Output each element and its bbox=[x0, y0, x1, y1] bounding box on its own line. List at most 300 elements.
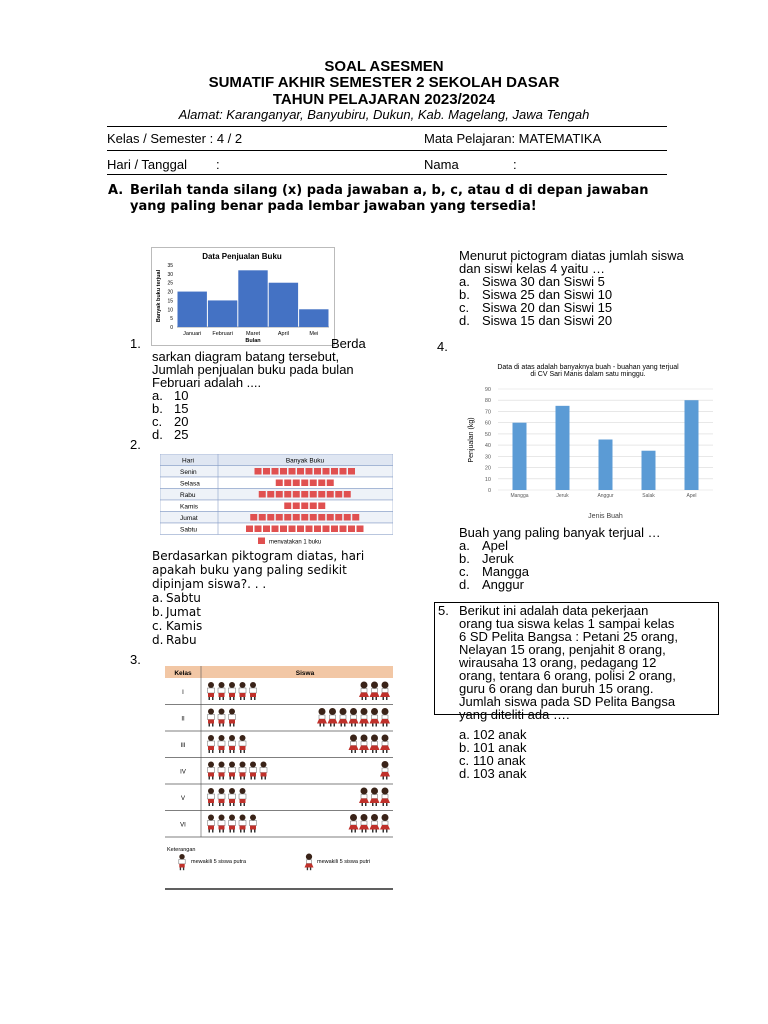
girl-icon bbox=[361, 788, 368, 795]
boy-icon-leg bbox=[219, 830, 221, 833]
book-icon bbox=[301, 514, 308, 521]
header-day: Hari bbox=[182, 457, 194, 465]
bar bbox=[299, 309, 328, 327]
boy-icon-leg bbox=[230, 697, 232, 700]
boy-icon-leg bbox=[223, 724, 225, 727]
boy-icon-shorts bbox=[250, 693, 256, 697]
boy-icon bbox=[229, 682, 235, 688]
option-letter: c. bbox=[459, 753, 470, 768]
title-line-1: SOAL ASESMEN bbox=[324, 58, 444, 75]
boy-icon-shirt bbox=[208, 688, 215, 693]
book-icon bbox=[340, 468, 347, 475]
boy-icon bbox=[229, 735, 235, 741]
boy-icon-shorts bbox=[229, 799, 235, 803]
girl-icon-skirt bbox=[370, 693, 380, 698]
girl-icon-leg bbox=[372, 724, 374, 727]
legend-girl-text: mewakili 5 siswa putri bbox=[317, 859, 371, 865]
girl-icon-leg bbox=[362, 724, 364, 727]
boy-icon-shirt bbox=[208, 794, 215, 799]
boy-icon-leg bbox=[219, 697, 221, 700]
option-letter: b. bbox=[459, 551, 470, 566]
option-text: 25 bbox=[174, 427, 189, 442]
name-colon: : bbox=[513, 157, 517, 172]
question-3 bbox=[459, 249, 689, 327]
bar bbox=[685, 400, 699, 490]
day-label: Sabtu bbox=[180, 526, 197, 534]
option-text: 103 anak bbox=[473, 766, 527, 781]
girl-icon-skirt bbox=[370, 825, 380, 830]
address: Alamat: Karanganyar, Banyubiru, Dukun, Kab. Magelang, Jawa Tengah bbox=[178, 107, 590, 122]
girl-icon bbox=[361, 682, 368, 689]
book-icon bbox=[327, 491, 334, 498]
option-c[interactable] bbox=[152, 619, 367, 633]
girl-icon-skirt bbox=[349, 746, 359, 751]
girl-icon-leg bbox=[362, 830, 364, 833]
girl-icon bbox=[382, 708, 389, 715]
option-d[interactable] bbox=[459, 767, 659, 780]
boy-icon bbox=[208, 735, 214, 741]
class-semester: Kelas / Semester : 4 / 2 bbox=[107, 131, 243, 146]
boy-icon-shirt bbox=[218, 741, 225, 746]
boy-icon-shorts bbox=[261, 773, 267, 777]
boy-icon-leg bbox=[209, 724, 211, 727]
boy-icon-leg bbox=[209, 750, 211, 753]
boy-icon-leg bbox=[233, 724, 235, 727]
boy-icon-shirt bbox=[208, 768, 215, 773]
girl-icon-leg bbox=[372, 697, 374, 700]
boy-icon bbox=[240, 682, 246, 688]
girl-icon-skirt bbox=[359, 719, 369, 724]
book-icon bbox=[272, 526, 279, 533]
girl-icon bbox=[350, 708, 357, 715]
book-icon bbox=[323, 468, 330, 475]
book-icon bbox=[284, 491, 291, 498]
option-d[interactable] bbox=[152, 633, 367, 647]
header-students: Siswa bbox=[295, 670, 315, 677]
y-tick-label: 80 bbox=[484, 398, 491, 405]
boy-icon-leg bbox=[233, 830, 235, 833]
x-tick-label: Apel bbox=[686, 493, 697, 499]
boy-icon-shirt bbox=[239, 688, 246, 693]
option-d[interactable] bbox=[459, 314, 689, 327]
book-icon bbox=[318, 480, 325, 487]
option-letter: d. bbox=[459, 766, 470, 781]
book-icon bbox=[276, 480, 283, 487]
girl-icon-skirt bbox=[380, 799, 390, 804]
boy-icon-leg bbox=[240, 777, 242, 780]
option-letter: d. bbox=[152, 633, 164, 647]
header-class: Kelas bbox=[174, 670, 192, 677]
class-label: II bbox=[181, 716, 185, 723]
option-letter: d. bbox=[459, 577, 470, 592]
question-5-options-wrap bbox=[459, 728, 659, 780]
option-text: 110 anak bbox=[473, 753, 526, 768]
y-tick-label: 90 bbox=[484, 387, 491, 393]
y-tick-label: 70 bbox=[484, 409, 491, 416]
boy-icon bbox=[229, 788, 235, 794]
boy-icon-leg bbox=[244, 697, 246, 700]
x-tick-label: Mei bbox=[309, 331, 319, 337]
bar bbox=[208, 300, 237, 327]
girl-icon bbox=[340, 708, 347, 715]
boy-icon-leg bbox=[254, 697, 256, 700]
option-text: 10 bbox=[174, 388, 189, 403]
boy-icon-shirt bbox=[218, 794, 225, 799]
girl-icon-shirt bbox=[372, 821, 378, 825]
question-3-text: Menurut pictogram diatas jumlah siswa dan siswi kelas 4 yaitu … bbox=[459, 248, 684, 276]
girl-icon bbox=[361, 708, 368, 715]
boy-icon-shirt bbox=[260, 768, 267, 773]
boy-icon-shorts bbox=[208, 826, 214, 830]
boy-icon bbox=[229, 815, 235, 821]
boy-icon-leg bbox=[230, 777, 232, 780]
subject: Mata Pelajaran: MATEMATIKA bbox=[424, 131, 602, 146]
option-text: 20 bbox=[174, 414, 189, 429]
boy-icon-shorts bbox=[179, 864, 184, 868]
boy-icon-shorts bbox=[240, 799, 246, 803]
girl-icon-leg bbox=[362, 803, 364, 806]
boy-icon bbox=[208, 762, 214, 768]
boy-icon-shirt bbox=[239, 821, 246, 826]
bar bbox=[238, 270, 267, 327]
girl-icon-shirt bbox=[382, 715, 388, 719]
girl-icon-leg bbox=[362, 697, 364, 700]
girl-icon-leg bbox=[310, 868, 311, 871]
girl-icon-leg bbox=[383, 724, 385, 727]
question-2-options bbox=[152, 591, 367, 647]
book-icon bbox=[310, 491, 317, 498]
boy-icon-shorts bbox=[219, 720, 225, 724]
book-icon bbox=[263, 526, 270, 533]
y-tick-label: 35 bbox=[167, 263, 173, 269]
book-icon bbox=[318, 491, 325, 498]
boy-icon-shirt bbox=[239, 794, 246, 799]
girl-icon-shirt bbox=[372, 742, 378, 746]
option-text: Anggur bbox=[482, 577, 524, 592]
girl-icon-skirt bbox=[370, 746, 380, 751]
girl-icon-shirt bbox=[361, 742, 367, 746]
girl-icon-skirt bbox=[328, 719, 338, 724]
class-label: I bbox=[182, 689, 184, 696]
option-letter: b. bbox=[459, 740, 470, 755]
option-letter: b. bbox=[152, 605, 164, 619]
girl-icon-leg bbox=[386, 724, 388, 727]
girl-icon-leg bbox=[386, 750, 388, 753]
girl-icon-leg bbox=[386, 697, 388, 700]
y-tick-label: 0 bbox=[487, 488, 491, 494]
boy-icon-leg bbox=[219, 724, 221, 727]
option-text: Apel bbox=[482, 538, 509, 553]
option-text: Siswa 15 dan Siswi 20 bbox=[482, 313, 613, 328]
x-tick-label: Mangga bbox=[510, 493, 529, 499]
books-pictogram bbox=[160, 454, 393, 544]
boy-icon-shorts bbox=[229, 826, 235, 830]
book-icon bbox=[331, 468, 338, 475]
girl-icon-shirt bbox=[319, 715, 325, 719]
y-tick-label: 15 bbox=[167, 298, 173, 305]
option-b[interactable] bbox=[152, 605, 367, 619]
boy-icon-leg bbox=[209, 697, 211, 700]
legend-title: Keterangan bbox=[167, 847, 196, 853]
girl-icon-leg bbox=[365, 724, 367, 727]
boy-icon-shorts bbox=[229, 746, 235, 750]
girl-icon-skirt bbox=[380, 693, 390, 698]
boy-icon-leg bbox=[223, 750, 225, 753]
boy-icon-leg bbox=[265, 777, 267, 780]
boy-icon-shorts bbox=[240, 826, 246, 830]
question-5-text: Berikut ini adalah data pekerjaan orang tua siswa kelas 1 sampai kelas 6 SD Pelita Bangsa : Petani 25 orang, Nelayan 15 orang, penjahit 8 orang, wirausaha 13 orang, pedagang 12 orang, tentara 6 orang, polisi 2 orang, guru 6 orang dan buruh 15 orang. Jumlah siswa pada SD Pelita Bangsa yang diteliti ada …. bbox=[459, 603, 678, 722]
girl-icon-shirt bbox=[361, 715, 367, 719]
option-a[interactable] bbox=[152, 591, 367, 605]
book-icon bbox=[293, 491, 300, 498]
girl-icon-leg bbox=[344, 724, 346, 727]
girl-icon-leg bbox=[365, 697, 367, 700]
girl-icon-skirt bbox=[380, 825, 390, 830]
girl-icon-shirt bbox=[382, 689, 388, 693]
option-letter: a. bbox=[152, 388, 163, 403]
book-icon bbox=[297, 468, 304, 475]
girl-icon-leg bbox=[351, 724, 353, 727]
boy-icon bbox=[208, 815, 214, 821]
day-date-label: Hari / Tanggal bbox=[107, 157, 187, 172]
boy-icon-leg bbox=[212, 777, 214, 780]
boy-icon-shirt bbox=[239, 741, 246, 746]
y-tick-label: 10 bbox=[484, 476, 491, 483]
girl-icon-leg bbox=[365, 803, 367, 806]
girl-icon bbox=[350, 735, 357, 742]
instruction-text: Berilah tanda silang (x) pada jawaban a, b, c, atau d di depan jawaban yang paling benar pada lembar jawaban yang tersedia! bbox=[130, 183, 649, 214]
girl-icon-leg bbox=[330, 724, 332, 727]
y-tick-label: 40 bbox=[484, 443, 491, 450]
day-label: Senin bbox=[180, 469, 197, 476]
question-1-number: 1. bbox=[130, 336, 141, 351]
x-tick-label: Salak bbox=[642, 493, 655, 499]
boy-icon bbox=[219, 682, 225, 688]
book-icon bbox=[310, 514, 317, 521]
option-text: Siswa 30 dan Siswi 5 bbox=[482, 274, 605, 289]
girl-icon-leg bbox=[372, 803, 374, 806]
boy-icon bbox=[240, 735, 246, 741]
book-icon bbox=[259, 514, 266, 521]
girl-icon-leg bbox=[383, 750, 385, 753]
bar bbox=[269, 283, 298, 327]
option-letter: a. bbox=[152, 591, 164, 605]
boy-icon-leg bbox=[209, 777, 211, 780]
boy-icon-shirt bbox=[218, 688, 225, 693]
boy-icon bbox=[208, 682, 214, 688]
book-icon bbox=[284, 514, 291, 521]
boy-icon-shorts bbox=[208, 720, 214, 724]
boy-icon-shirt bbox=[218, 821, 225, 826]
girl-icon-shirt bbox=[382, 742, 388, 746]
girl-icon-leg bbox=[351, 830, 353, 833]
boy-icon-leg bbox=[212, 697, 214, 700]
boy-icon-shirt bbox=[239, 768, 246, 773]
boy-icon-shirt bbox=[250, 821, 257, 826]
book-icon bbox=[310, 503, 317, 510]
boy-icon-leg bbox=[223, 803, 225, 806]
boy-icon-leg bbox=[244, 750, 246, 753]
boy-icon bbox=[179, 854, 184, 859]
boy-icon-shorts bbox=[219, 773, 225, 777]
boy-icon-shorts bbox=[208, 799, 214, 803]
book-icon bbox=[306, 468, 313, 475]
girl-icon-skirt bbox=[317, 719, 327, 724]
girl-icon bbox=[371, 708, 378, 715]
boy-icon-leg bbox=[212, 830, 214, 833]
boy-icon-leg bbox=[240, 697, 242, 700]
option-text: Siswa 20 dan Siswi 15 bbox=[482, 300, 613, 315]
girl-icon-shirt bbox=[382, 768, 388, 772]
option-d[interactable] bbox=[459, 578, 689, 591]
option-letter: a. bbox=[459, 274, 470, 289]
y-tick-label: 30 bbox=[167, 271, 173, 278]
boy-icon-leg bbox=[212, 750, 214, 753]
option-text: Kamis bbox=[166, 619, 203, 633]
girl-icon-skirt bbox=[380, 746, 390, 751]
boy-icon-leg bbox=[251, 777, 253, 780]
book-icon bbox=[335, 514, 342, 521]
boy-icon-leg bbox=[209, 803, 211, 806]
boy-icon-leg bbox=[233, 803, 235, 806]
bar bbox=[178, 292, 207, 327]
book-icon bbox=[327, 480, 334, 487]
question-1-options bbox=[152, 389, 362, 441]
title-line-3: TAHUN PELAJARAN 2023/2024 bbox=[272, 91, 496, 108]
chart-title-line-2: di CV Sari Manis dalam satu minggu. bbox=[530, 371, 646, 378]
boy-icon-shirt bbox=[229, 821, 236, 826]
question-5-options bbox=[459, 728, 659, 780]
boy-icon-shorts bbox=[240, 746, 246, 750]
header-count: Banyak Buku bbox=[285, 457, 325, 465]
instruction-letter: A. bbox=[108, 183, 124, 198]
girl-icon-leg bbox=[383, 830, 385, 833]
y-tick-label: 10 bbox=[167, 307, 173, 314]
question-4-options bbox=[459, 539, 689, 591]
students-pictogram-svg bbox=[165, 666, 393, 891]
book-icon bbox=[348, 468, 355, 475]
boy-icon-leg bbox=[230, 750, 232, 753]
x-tick-label: April bbox=[277, 331, 289, 337]
boy-icon-leg bbox=[223, 697, 225, 700]
boy-icon bbox=[219, 815, 225, 821]
boy-icon-leg bbox=[240, 803, 242, 806]
girl-icon-leg bbox=[386, 830, 388, 833]
girl-icon-skirt bbox=[305, 863, 314, 867]
book-icon bbox=[293, 514, 300, 521]
book-icon bbox=[318, 514, 325, 521]
option-d[interactable] bbox=[152, 428, 362, 441]
divider-middle bbox=[107, 150, 667, 151]
books-pictogram-svg bbox=[160, 454, 393, 544]
book-icon bbox=[276, 514, 283, 521]
boy-icon-leg bbox=[244, 830, 246, 833]
girl-icon-shirt bbox=[361, 795, 367, 799]
chart-title-line-1: Data di atas adalah banyaknya buah - buahan yang terjual bbox=[497, 364, 679, 371]
girl-icon bbox=[350, 814, 357, 821]
book-icon bbox=[344, 514, 351, 521]
girl-icon-skirt bbox=[338, 719, 348, 724]
book-icon bbox=[348, 526, 355, 533]
book-sales-chart bbox=[151, 247, 335, 346]
y-tick-label: 25 bbox=[167, 280, 173, 287]
day-label: Selasa bbox=[180, 480, 200, 488]
boy-icon-shirt bbox=[229, 688, 236, 693]
boy-icon-leg bbox=[244, 777, 246, 780]
boy-icon bbox=[219, 762, 225, 768]
book-icon bbox=[335, 491, 342, 498]
option-letter: d. bbox=[152, 427, 163, 442]
question-2 bbox=[152, 549, 367, 647]
boy-icon-leg bbox=[254, 830, 256, 833]
girl-icon-leg bbox=[383, 777, 385, 780]
y-tick-label: 60 bbox=[484, 420, 491, 427]
book-icon bbox=[318, 503, 325, 510]
book-icon bbox=[301, 480, 308, 487]
book-icon bbox=[267, 514, 274, 521]
boy-icon-shorts bbox=[208, 746, 214, 750]
girl-icon-leg bbox=[320, 724, 322, 727]
bar bbox=[556, 406, 570, 490]
boy-icon-leg bbox=[230, 724, 232, 727]
boy-icon bbox=[250, 815, 256, 821]
girl-icon-shirt bbox=[340, 715, 346, 719]
girl-icon-skirt bbox=[359, 799, 369, 804]
girl-icon-shirt bbox=[372, 689, 378, 693]
book-icon bbox=[293, 480, 300, 487]
girl-icon bbox=[319, 708, 326, 715]
day-label: Kamis bbox=[180, 503, 199, 511]
boy-icon bbox=[219, 788, 225, 794]
girl-icon-shirt bbox=[351, 715, 357, 719]
boy-icon bbox=[240, 815, 246, 821]
boy-icon-shorts bbox=[219, 693, 225, 697]
bar bbox=[513, 423, 527, 490]
boy-icon bbox=[261, 762, 267, 768]
girl-icon-skirt bbox=[380, 719, 390, 724]
boy-icon-shorts bbox=[229, 693, 235, 697]
book-icon bbox=[280, 526, 287, 533]
book-icon bbox=[267, 491, 274, 498]
girl-icon-shirt bbox=[351, 742, 357, 746]
book-icon bbox=[310, 480, 317, 487]
boy-icon-shirt bbox=[250, 688, 257, 693]
book-icon bbox=[314, 526, 321, 533]
girl-icon-shirt bbox=[382, 795, 388, 799]
question-1-text: sarkan diagram batang tersebut, Jumlah penjualan buku pada bulan Februari adalah .... bbox=[152, 349, 354, 390]
boy-icon-shirt bbox=[218, 768, 225, 773]
fruit-sales-chart-svg bbox=[458, 362, 718, 525]
book-icon bbox=[331, 526, 338, 533]
girl-icon-skirt bbox=[349, 825, 359, 830]
y-tick-label: 20 bbox=[167, 289, 173, 296]
girl-icon bbox=[361, 735, 368, 742]
girl-icon-leg bbox=[307, 868, 308, 871]
book-icon bbox=[276, 491, 283, 498]
boy-icon-shorts bbox=[208, 693, 214, 697]
boy-icon-leg bbox=[219, 777, 221, 780]
bar bbox=[599, 440, 613, 491]
girl-icon-shirt bbox=[351, 821, 357, 825]
boy-icon-shirt bbox=[208, 715, 215, 720]
option-text: Siswa 25 dan Siswi 10 bbox=[482, 287, 613, 302]
book-icon bbox=[246, 526, 253, 533]
boy-icon-leg bbox=[261, 777, 263, 780]
option-text: Rabu bbox=[166, 633, 197, 647]
girl-icon-leg bbox=[386, 777, 388, 780]
option-text: Sabtu bbox=[166, 591, 201, 605]
girl-icon bbox=[382, 735, 389, 742]
